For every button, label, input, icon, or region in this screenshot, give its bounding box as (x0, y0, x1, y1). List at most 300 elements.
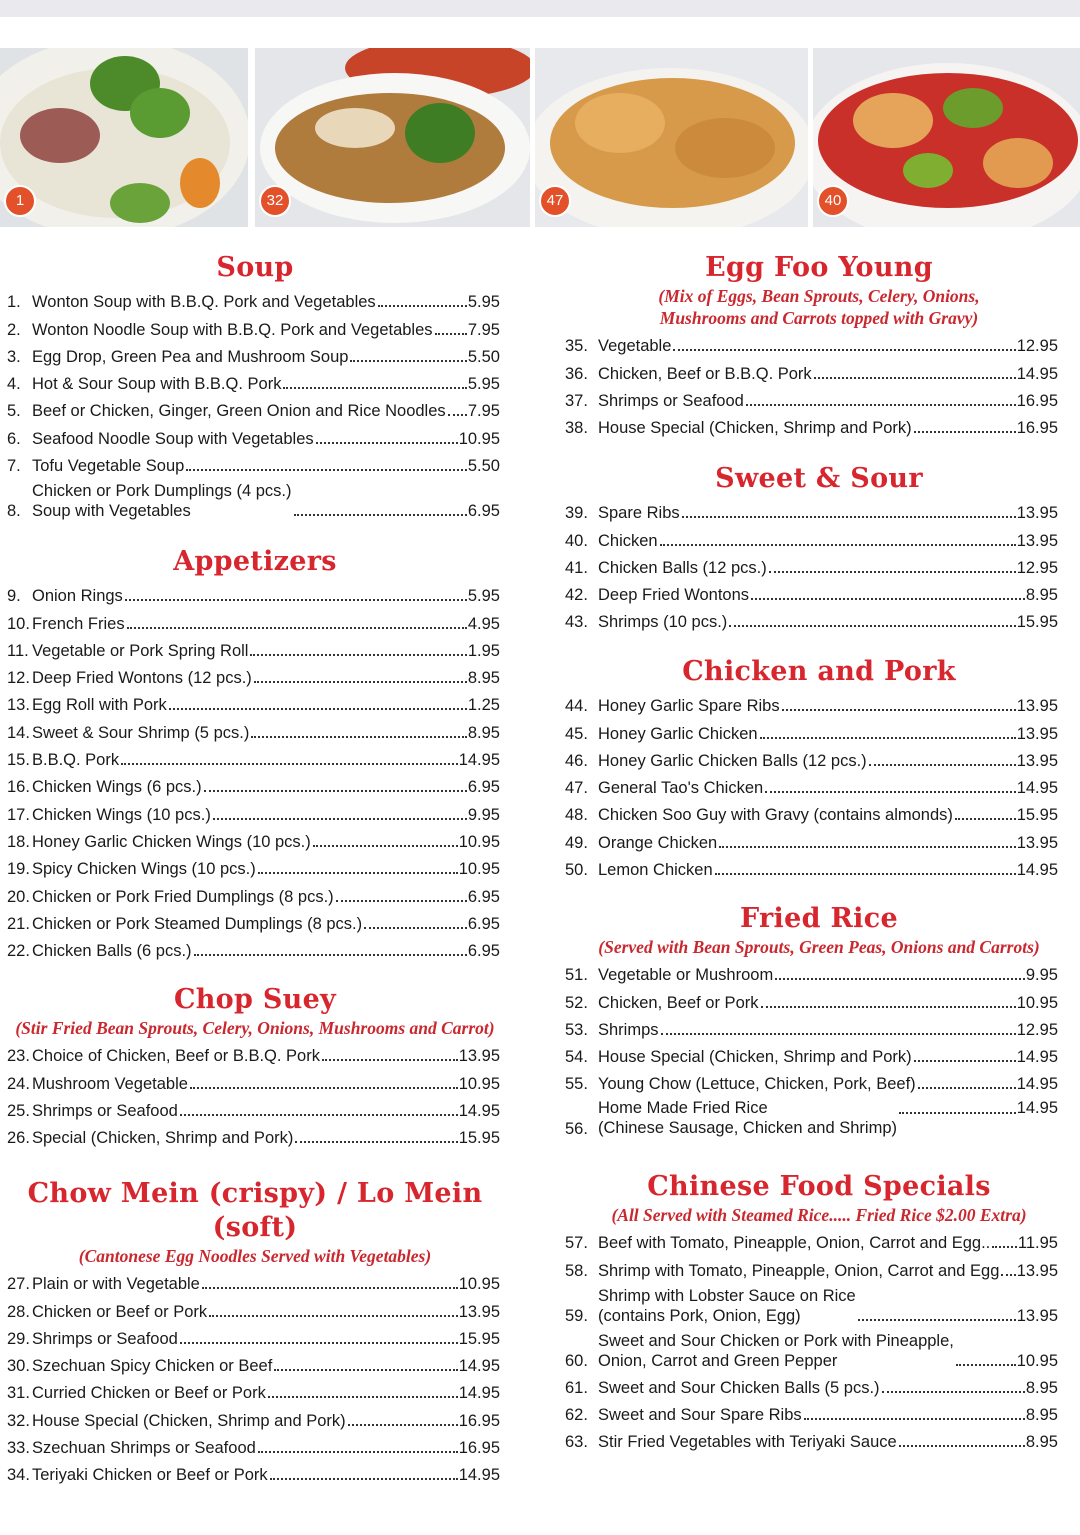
dot-leader (660, 544, 1016, 546)
menu-item (558, 329, 1080, 356)
item-number: 62. (565, 1406, 588, 1425)
sweet-sour-photo (813, 48, 1080, 227)
top-bar (0, 0, 1080, 17)
item-number: 30. (7, 1357, 30, 1376)
item-number: 37. (565, 391, 588, 410)
item-price: 5.50 (467, 457, 500, 476)
item-number: 12. (7, 669, 30, 688)
item-description: Beef or Chicken, Ginger, Green Onion and Rice Noodles (32, 402, 446, 421)
menu-item (0, 394, 510, 421)
item-number: 49. (565, 833, 588, 852)
menu-item (558, 958, 1080, 985)
menu-item (558, 853, 1080, 880)
dot-leader (782, 709, 1016, 711)
item-description-line-1: Shrimp with Lobster Sauce on Rice (598, 1286, 856, 1305)
item-price: 7.95 (467, 402, 500, 421)
item-number: 11. (7, 641, 29, 660)
menu-item (558, 384, 1080, 411)
menu-item (558, 1253, 1080, 1280)
section-title: Soup (216, 252, 294, 283)
item-price: 12.95 (1016, 337, 1058, 356)
item-description: Chicken or Pork Steamed Dumplings (8 pcs.) (32, 914, 363, 933)
item-price: 13.95 (1016, 531, 1058, 550)
dot-leader (746, 404, 1016, 406)
item-description: Wonton Noodle Soup with B.B.Q. Pork and Vegetables (32, 320, 433, 339)
menu-item (558, 523, 1080, 550)
menu-item (558, 1398, 1080, 1425)
item-price: 15.95 (458, 1329, 500, 1348)
item-number: 52. (565, 993, 588, 1012)
dot-leader (274, 1369, 457, 1371)
item-number: 47. (565, 779, 588, 798)
item-number: 63. (565, 1433, 588, 1452)
dot-leader (435, 333, 467, 335)
item-price: 6.95 (467, 914, 500, 933)
dot-leader (719, 846, 1015, 848)
menu-list (0, 1039, 510, 1148)
dot-leader (869, 764, 1016, 766)
item-number: 33. (7, 1439, 30, 1458)
item-description: Honey Garlic Chicken Wings (10 pcs.) (32, 832, 311, 851)
item-price: 5.95 (467, 587, 500, 606)
section-title: Chop Suey (173, 984, 337, 1015)
item-number: 7. (7, 457, 21, 476)
dot-leader (348, 1424, 458, 1426)
menu-list (0, 285, 510, 521)
item-price: 15.95 (1016, 806, 1058, 825)
section-subtitle-line-2: Mushrooms and Carrots topped with Gravy) (659, 308, 979, 328)
item-description: Egg Drop, Green Pea and Mushroom Soup (32, 347, 349, 366)
menu-list (0, 579, 510, 961)
item-description: Wonton Soup with B.B.Q. Pork and Vegetables (32, 293, 376, 312)
item-description: General Tao's Chicken (598, 779, 764, 798)
dot-leader (258, 872, 458, 874)
menu-item (0, 661, 510, 688)
dot-leader (350, 360, 466, 362)
item-description: Chicken (598, 531, 658, 550)
item-description (32, 481, 292, 521)
item-number: 32. (7, 1411, 30, 1430)
menu-item (558, 771, 1080, 798)
menu-item (558, 1040, 1080, 1067)
item-number: 27. (7, 1275, 30, 1294)
item-price: 14.95 (458, 1101, 500, 1120)
dot-leader (125, 599, 467, 601)
menu-item (558, 985, 1080, 1012)
item-description: Deep Fried Wontons (598, 586, 750, 605)
dot-leader (899, 1445, 1025, 1447)
dot-leader (918, 1087, 1016, 1089)
item-description (598, 1286, 856, 1326)
item-description: Chicken or Beef or Pork (32, 1302, 208, 1321)
item-price: 7.95 (467, 320, 500, 339)
section-title: Chicken and Pork (682, 656, 956, 687)
item-price: 6.95 (467, 887, 500, 906)
item-description: B.B.Q. Pork (32, 751, 120, 770)
dot-leader (760, 737, 1016, 739)
photo-strip (0, 48, 1080, 227)
dot-leader (254, 681, 467, 683)
item-number: 19. (7, 860, 30, 879)
item-number: 40. (565, 531, 588, 550)
item-price: 13.95 (1016, 751, 1058, 770)
item-description: Special (Chicken, Shrimp and Pork) (32, 1129, 294, 1148)
section-title: Appetizers (173, 546, 337, 577)
item-number: 48. (565, 806, 588, 825)
item-number: 22. (7, 942, 30, 961)
item-price: 12.95 (1016, 558, 1058, 577)
dot-leader (914, 431, 1016, 433)
item-number: 8. (7, 502, 21, 521)
item-description: Sweet and Sour Spare Ribs (598, 1406, 802, 1425)
dot-leader (190, 1087, 458, 1089)
item-description-line-2: Soup with Vegetables (32, 502, 191, 521)
item-number: 44. (565, 697, 588, 716)
item-number: 2. (7, 320, 21, 339)
item-description-line-1: Home Made Fried Rice (598, 1099, 768, 1118)
item-price: 10.95 (1016, 1351, 1058, 1370)
item-description: Beef with Tomato, Pineapple, Onion, Carrot and Egg.. (598, 1234, 991, 1253)
section-title: Chow Mein (crispy) / Lo Mein (soft) (27, 1178, 483, 1243)
item-description: Spare Ribs (598, 504, 680, 523)
item-price: 8.95 (467, 669, 500, 688)
menu-item (0, 715, 510, 742)
item-price: 11.95 (1017, 1234, 1058, 1253)
item-description-line-1: Chicken or Pork Dumplings (4 pcs.) (32, 482, 292, 501)
item-number: 43. (565, 613, 588, 632)
item-price: 10.95 (458, 1275, 500, 1294)
dot-leader (858, 1319, 1016, 1321)
item-price: 9.95 (1025, 966, 1058, 985)
menu-item (0, 825, 510, 852)
menu-item (558, 1425, 1080, 1452)
dot-leader (316, 442, 458, 444)
dot-leader (283, 387, 466, 389)
item-description: Honey Garlic Spare Ribs (598, 697, 780, 716)
item-number: 38. (565, 419, 588, 438)
dot-leader (121, 763, 458, 765)
menu-item (558, 1371, 1080, 1398)
dot-leader (715, 873, 1016, 875)
item-number: 57. (565, 1234, 588, 1253)
photo-badge: 47 (539, 185, 571, 217)
item-price: 13.95 (1016, 1306, 1058, 1325)
item-number: 28. (7, 1302, 30, 1321)
item-price: 13.95 (1016, 724, 1058, 743)
item-price: 15.95 (458, 1129, 500, 1148)
egg-foo-young-section (558, 251, 1080, 438)
item-description: Sweet & Sour Shrimp (5 pcs.) (32, 723, 250, 742)
item-description: Shrimps or Seafood (598, 391, 744, 410)
dot-leader (194, 954, 467, 956)
item-price: 5.50 (467, 347, 500, 366)
dot-leader (761, 1006, 1016, 1008)
item-number: 42. (565, 586, 588, 605)
item-number: 10. (7, 614, 30, 633)
item-description: Shrimps (598, 1020, 659, 1039)
menu-item (0, 340, 510, 367)
photo-badge: 1 (4, 185, 36, 217)
item-price: 16.95 (458, 1439, 500, 1458)
dot-leader (213, 818, 467, 820)
dot-leader (180, 1114, 458, 1116)
menu-item (0, 688, 510, 715)
item-number: 31. (7, 1384, 30, 1403)
item-description: Orange Chicken (598, 833, 718, 852)
item-number: 56. (565, 1120, 588, 1139)
dot-leader (673, 349, 1015, 351)
item-number: 50. (565, 861, 588, 880)
section-title: Egg Foo Young (705, 252, 933, 283)
item-price: 10.95 (458, 832, 500, 851)
item-description: Honey Garlic Chicken Balls (12 pcs.) (598, 751, 867, 770)
dot-leader (914, 1060, 1016, 1062)
dot-leader (769, 571, 1016, 573)
item-price: 14.95 (1016, 364, 1058, 383)
item-description: Teriyaki Chicken or Beef or Pork (32, 1466, 268, 1485)
menu-item (558, 744, 1080, 771)
section-subtitle: (Cantonese Egg Noodles Served with Vegetables) (78, 1246, 432, 1266)
item-description: Lemon Chicken (598, 861, 713, 880)
item-number: 6. (7, 429, 21, 448)
menu-item (0, 1267, 510, 1294)
item-price: 5.95 (467, 293, 500, 312)
item-number: 35. (565, 337, 588, 356)
section-subtitle: (Mix of Eggs, Bean Sprouts, Celery, Onions, (658, 286, 980, 306)
dot-leader (127, 627, 467, 629)
appetizers-section (0, 545, 510, 961)
dot-leader (251, 736, 467, 738)
menu-item (0, 797, 510, 824)
dot-leader (882, 1391, 1025, 1393)
noodle-photo (255, 48, 530, 227)
menu-item (0, 285, 510, 312)
chicken-pork-section (558, 655, 1080, 880)
soup-photo (0, 48, 248, 227)
item-number: 59. (565, 1306, 588, 1325)
dot-leader (270, 1478, 458, 1480)
section-title: Chinese Food Specials (647, 1171, 991, 1202)
item-price: 1.95 (467, 641, 500, 660)
item-description: Chicken Soo Guy with Gravy (contains almonds) (598, 806, 953, 825)
menu-item (0, 634, 510, 661)
chow-mein-section (0, 1177, 510, 1485)
item-price: 13.95 (458, 1047, 500, 1066)
item-price: 14.95 (1016, 779, 1058, 798)
item-note: (Chinese Sausage, Chicken and Shrimp) (598, 1119, 897, 1138)
item-description: Hot & Sour Soup with B.B.Q. Pork (32, 375, 282, 394)
item-number: 51. (565, 966, 588, 985)
dot-leader (775, 978, 1025, 980)
dot-leader (294, 514, 467, 516)
soup-section (0, 251, 510, 521)
item-price: 1.25 (467, 696, 500, 715)
item-number: 53. (565, 1020, 588, 1039)
dot-leader (268, 1396, 458, 1398)
dot-leader (250, 654, 466, 656)
dot-leader (322, 1059, 458, 1061)
item-number: 1. (7, 293, 21, 312)
menu-item (0, 579, 510, 606)
dot-leader (258, 1451, 458, 1453)
item-description: Chicken Wings (6 pcs.) (32, 778, 202, 797)
item-description: French Fries (32, 614, 125, 633)
dot-leader (955, 818, 1016, 820)
dot-leader (186, 469, 467, 471)
item-price: 8.95 (467, 723, 500, 742)
menu-item (0, 312, 510, 339)
item-price: 16.95 (1016, 391, 1058, 410)
item-description: Spicy Chicken Wings (10 pcs.) (32, 860, 256, 879)
item-price: 8.95 (1025, 586, 1058, 605)
item-number: 41. (565, 558, 588, 577)
menu-item (0, 770, 510, 797)
menu-list (558, 689, 1080, 880)
item-description: Onion Rings (32, 587, 123, 606)
photo-badge: 40 (817, 185, 849, 217)
item-description: Chicken Balls (12 pcs.) (598, 558, 767, 577)
item-number: 34. (7, 1466, 30, 1485)
menu-item (0, 1039, 510, 1066)
menu-list (558, 496, 1080, 632)
item-description: Shrimps (10 pcs.) (598, 613, 728, 632)
item-description: Shrimps or Seafood (32, 1101, 178, 1120)
menu-item (558, 689, 1080, 716)
menu-list (0, 1267, 510, 1485)
menu-item (0, 1403, 510, 1430)
menu-item (0, 476, 510, 521)
item-number: 54. (565, 1048, 588, 1067)
item-description: Mushroom Vegetable (32, 1074, 188, 1093)
dot-leader (180, 1342, 458, 1344)
item-number: 18. (7, 832, 30, 851)
dot-leader (1001, 1274, 1015, 1276)
menu-item (558, 825, 1080, 852)
dot-leader (448, 414, 467, 416)
item-number: 25. (7, 1101, 30, 1120)
dot-leader (804, 1418, 1025, 1420)
dot-leader (209, 1315, 458, 1317)
section-subtitle: (All Served with Steamed Rice..... Fried Rice $2.00 Extra) (611, 1205, 1027, 1225)
item-number: 26. (7, 1129, 30, 1148)
dot-leader (765, 791, 1016, 793)
item-description: Deep Fried Wontons (12 pcs.) (32, 669, 252, 688)
item-description: Chicken, Beef or Pork (598, 993, 759, 1012)
item-description-line-1: Sweet and Sour Chicken or Pork with Pineapple, (598, 1331, 954, 1350)
item-description: Shrimp with Tomato, Pineapple, Onion, Carrot and Egg (598, 1261, 1000, 1280)
item-description-line-2: (contains Pork, Onion, Egg) (598, 1306, 801, 1325)
item-price: 4.95 (467, 614, 500, 633)
menu-item (558, 1067, 1080, 1094)
dot-leader (899, 1112, 1016, 1114)
item-price: 14.95 (458, 1357, 500, 1376)
item-price: 5.95 (467, 375, 500, 394)
menu-item (558, 1226, 1080, 1253)
item-price: 15.95 (1016, 613, 1058, 632)
item-description: Vegetable or Mushroom (598, 966, 774, 985)
dot-leader (202, 1287, 458, 1289)
item-number: 9. (7, 587, 21, 606)
menu-item (0, 1066, 510, 1093)
menu-item (558, 1013, 1080, 1040)
item-price: 9.95 (467, 805, 500, 824)
menu-item (0, 743, 510, 770)
dot-leader (682, 516, 1016, 518)
item-price: 14.95 (1016, 861, 1058, 880)
menu-item (0, 1094, 510, 1121)
item-number: 3. (7, 347, 21, 366)
dot-leader (364, 927, 467, 929)
item-number: 23. (7, 1047, 30, 1066)
sweet-sour-section (558, 462, 1080, 632)
dot-leader (295, 1141, 457, 1143)
item-description: Chicken, Beef or B.B.Q. Pork (598, 364, 812, 383)
item-number: 29. (7, 1329, 30, 1348)
item-description: Shrimps or Seafood (32, 1329, 178, 1348)
menu-item (558, 1281, 1080, 1326)
item-price: 6.95 (467, 942, 500, 961)
item-description: Vegetable (598, 337, 672, 356)
item-number: 24. (7, 1074, 30, 1093)
item-price: 14.95 (458, 1384, 500, 1403)
menu-item (558, 356, 1080, 383)
item-description: Honey Garlic Chicken (598, 724, 758, 743)
item-price: 14.95 (458, 751, 500, 770)
item-number: 21. (7, 914, 30, 933)
item-price: 13.95 (1016, 504, 1058, 523)
item-price: 16.95 (1016, 419, 1058, 438)
menu-item (0, 449, 510, 476)
menu-item (0, 1349, 510, 1376)
item-number: 45. (565, 724, 588, 743)
item-price: 8.95 (1025, 1406, 1058, 1425)
item-description: Chicken Balls (6 pcs.) (32, 942, 192, 961)
item-description: Choice of Chicken, Beef or B.B.Q. Pork (32, 1047, 320, 1066)
menu-list (558, 958, 1080, 1139)
menu-item (0, 934, 510, 961)
dot-leader (729, 625, 1015, 627)
menu-list (558, 329, 1080, 438)
item-price: 10.95 (458, 860, 500, 879)
item-description: Egg Roll with Pork (32, 696, 167, 715)
item-description: House Special (Chicken, Shrimp and Pork) (32, 1411, 346, 1430)
menu-item (0, 1322, 510, 1349)
dot-leader (661, 1033, 1016, 1035)
dot-leader (336, 900, 467, 902)
menu-item (0, 879, 510, 906)
item-description: House Special (Chicken, Shrimp and Pork) (598, 1048, 912, 1067)
item-description (598, 1331, 954, 1371)
dot-leader (169, 708, 467, 710)
section-title: Sweet & Sour (715, 463, 923, 494)
item-description: Szechuan Spicy Chicken or Beef (32, 1357, 273, 1376)
item-number: 4. (7, 375, 21, 394)
item-price: 13.95 (1016, 833, 1058, 852)
item-price: 16.95 (458, 1411, 500, 1430)
item-price: 8.95 (1025, 1433, 1058, 1452)
item-price: 13.95 (1016, 1261, 1058, 1280)
menu-item (0, 1431, 510, 1458)
menu-item (558, 716, 1080, 743)
photo-badge: 32 (259, 185, 291, 217)
menu-item (558, 1326, 1080, 1371)
menu-item (0, 367, 510, 394)
menu-item (558, 411, 1080, 438)
item-number: 5. (7, 402, 21, 421)
item-price: 13.95 (458, 1302, 500, 1321)
menu-item (0, 1294, 510, 1321)
item-description: Sweet and Sour Chicken Balls (5 pcs.) (598, 1378, 880, 1397)
